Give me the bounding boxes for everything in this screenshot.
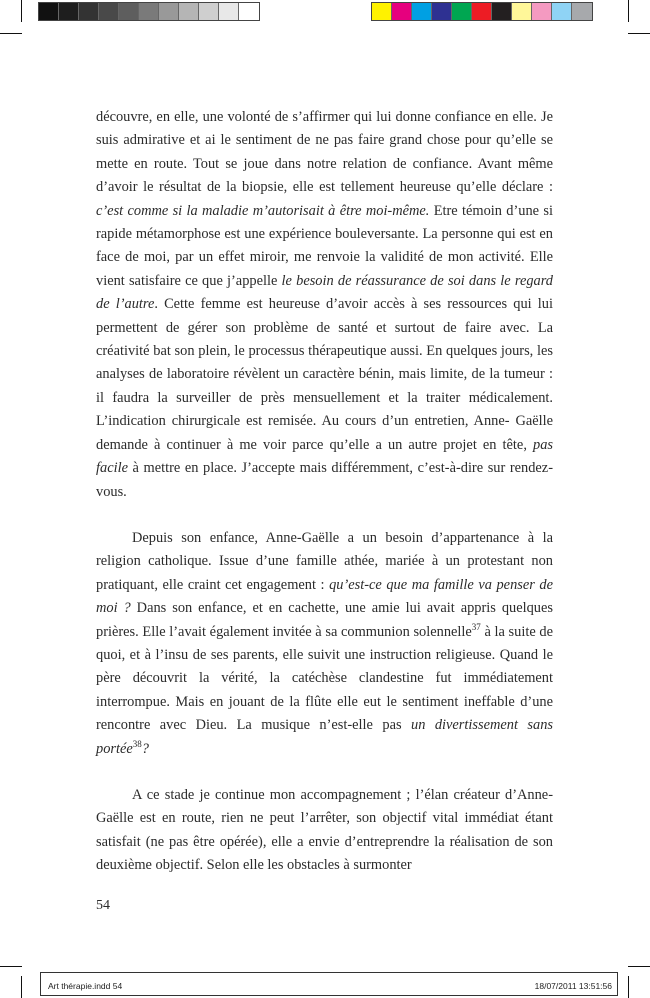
crop-mark-top-left-v — [21, 0, 22, 22]
text-run: . Cette femme est heureuse d’avoir accès à ses ressources qui lui permettent de gérer son problème de santé et surtout de faire avec. La créativité bat son plein, le processus thérapeutique aussi. En quelques jours, les analyses de laboratoire révèlent un caractère bénin, mais limite, de la tumeur : il faudra la surveiller de près mensuellement et la traiter médicalement. L’indication chirurgicale est remisée. Au cours d’un entretien, Anne- Gaëlle demande à continuer à me voir parce qu’elle a un autre projet en tête, — [96, 296, 553, 453]
color-swatch — [532, 3, 552, 20]
paragraph-1 — [96, 106, 553, 504]
color-swatch — [492, 3, 512, 20]
color-swatch — [552, 3, 572, 20]
process-color-bar — [371, 2, 593, 21]
slug-timestamp: 18/07/2011 13:51:56 — [534, 981, 612, 991]
color-swatch — [119, 3, 139, 20]
crop-mark-bottom-left-h — [0, 966, 22, 967]
text-run: Etre témoin d’une si rapide métamorphose est une expérience bouleversante. La personne qui est en face de moi, par un effet miroir, me renvoie la validité de mon activité. Elle vient satisfaire ce que j’appelle — [96, 202, 553, 289]
footnote-ref: 38 — [132, 738, 142, 749]
text-run: Dans son enfance, et en cachette, une amie lui avait appris quelques prières. Elle l’avait également invitée à sa communion solennelle — [96, 600, 553, 640]
color-swatch — [432, 3, 452, 20]
color-swatch — [392, 3, 412, 20]
footnote-ref: 37 — [471, 621, 481, 632]
italic-run: pas facile — [96, 436, 553, 477]
italic-run: le besoin de réassurance de soi dans le regard de l’autre — [96, 272, 553, 313]
italic-run: c’est comme si la maladie m’autorisait à être moi-même. — [96, 202, 430, 219]
italic-run: ? — [141, 740, 149, 757]
crop-mark-top-right-h — [628, 33, 650, 34]
crop-mark-bottom-right-h — [628, 966, 650, 967]
color-swatch — [452, 3, 472, 20]
grayscale-color-bar — [38, 2, 260, 21]
color-swatch — [239, 3, 259, 20]
crop-mark-top-left-h — [0, 33, 22, 34]
color-swatch — [572, 3, 592, 20]
page-number: 54 — [96, 898, 110, 913]
slug-line — [40, 972, 618, 996]
body-text — [96, 106, 553, 878]
crop-mark-top-right-v — [628, 0, 629, 22]
color-swatch — [179, 3, 199, 20]
color-swatch — [139, 3, 159, 20]
color-swatch — [512, 3, 532, 20]
color-swatch — [219, 3, 239, 20]
color-swatch — [39, 3, 59, 20]
paragraph-2 — [96, 527, 553, 761]
color-swatch — [199, 3, 219, 20]
slug-file-name: Art thérapie.indd 54 — [48, 981, 123, 991]
text-run: A ce stade je continue mon accompagnement ; l’élan créateur d’Anne-Gaëlle est en route, rien ne peut l’arrêter, son objectif vital immédiat étant satisfait (ne pas être opérée), elle a envie d’entreprendre la réalisation de son deuxième objectif. Selon elle les obstacles à surmonter — [96, 786, 553, 874]
text-run: Depuis son enfance, Anne-Gaëlle a un besoin d’appartenance à la religion catholique. Issue d’une famille athée, mariée à un protestant non pratiquant, elle craint cet engagement : — [96, 529, 553, 593]
text-run: découvre, en elle, une volonté de s’affirmer qui lui donne confiance en elle. Je suis admirative et ai le sentiment de ne pas faire grand chose pour qu’elle se mette en route. Tout se joue dans notre relation de confiance. Avant même d’avoir le résultat de la biopsie, elle est tellement heureuse qu’elle déclare : — [96, 109, 553, 196]
text-run: à la suite de quoi, et à l’insu de ses parents, elle suivit une instruction religieuse. Quand le père découvrit la vérité, la catéchèse clandestine fut immédiatement interrompue. Mais en jouant de la flûte elle eut le sentiment ineffable d’une rencontre avec Dieu. La musique n’est-elle pas — [96, 623, 553, 734]
color-swatch — [59, 3, 79, 20]
crop-mark-bottom-left-v — [21, 976, 22, 998]
color-swatch — [79, 3, 99, 20]
crop-mark-bottom-right-v — [628, 976, 629, 998]
color-swatch — [99, 3, 119, 20]
italic-run: un divertissement sans portée — [96, 717, 553, 757]
color-swatch — [472, 3, 492, 20]
color-swatch — [159, 3, 179, 20]
text-run: à mettre en place. J’accepte mais différemment, c’est-à-dire sur rendez-vous. — [96, 460, 553, 500]
color-swatch — [412, 3, 432, 20]
paragraph-3 — [96, 784, 553, 878]
italic-run: qu’est-ce que ma famille va penser de moi ? — [96, 576, 553, 617]
color-swatch — [372, 3, 392, 20]
